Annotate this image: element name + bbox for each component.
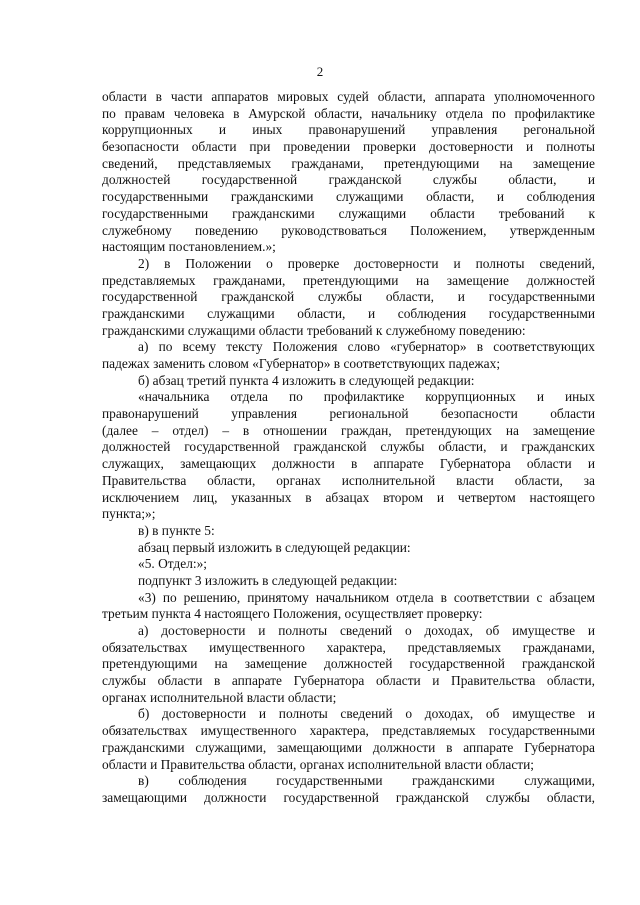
text-line: а) достоверности и полноты сведений о доходах, об имуществе и bbox=[138, 623, 595, 638]
text-line: государственными гражданскими служащими области, и соблюдения bbox=[102, 189, 595, 205]
text-line: в) соблюдения государственными гражданскими служащими, bbox=[138, 773, 595, 789]
text-line: третьим пункта 4 настоящего Положения, осуществляет проверку: bbox=[102, 606, 483, 622]
text-line: Правительства области, органах исполнительной власти области, за bbox=[102, 472, 595, 488]
document-body bbox=[102, 89, 595, 807]
text-line: области в части аппаратов мировых судей области, аппарата уполномоченного bbox=[102, 89, 595, 104]
text-line: гражданскими служащими области требований к служебному поведению: bbox=[102, 322, 526, 338]
text-line: б) абзац третий пункта 4 изложить в следующей редакции: bbox=[138, 372, 475, 388]
text-line: государственными гражданскими служащими области требований к bbox=[102, 205, 595, 221]
text-line: 2) в Положении о проверке достоверности и полноты сведений, bbox=[138, 255, 595, 271]
text-line: области и Правительства области, органах исполнительной власти области; bbox=[102, 756, 535, 772]
text-line: сведений, представляемых гражданами, претендующими на замещение bbox=[102, 155, 595, 171]
text-line: представляемых гражданами, претендующими на замещение должностей bbox=[102, 272, 595, 288]
text-line: исключением лиц, указанных в абзацах втором и четвертом настоящего bbox=[102, 489, 595, 505]
text-line: государственной гражданской службы области, и государственными bbox=[102, 289, 595, 305]
text-line: претендующими на замещение должностей государственной гражданской bbox=[102, 656, 595, 672]
text-line: б) достоверности и полноты сведений о доходах, об имуществе и bbox=[138, 706, 595, 722]
text-line: «начальника отдела по профилактике коррупционных и иных bbox=[138, 389, 595, 405]
text-line: должностей государственной гражданской службы области, и гражданских bbox=[102, 439, 595, 455]
page-number: 2 bbox=[316, 64, 324, 79]
text-line: (далее – отдел) – в отношении граждан, претендующих на замещение bbox=[102, 422, 595, 438]
text-line: безопасности области при проведении проверки достоверности и полноты bbox=[102, 139, 595, 155]
text-line: правонарушений управления региональной безопасности области bbox=[102, 406, 595, 422]
text-line: по правам человека в Амурской области, начальнику отдела по профилактике bbox=[102, 105, 595, 121]
text-line: падежах заменить словом «Губернатор» в соответствующих падежах; bbox=[102, 356, 501, 371]
text-line: подпункт 3 изложить в следующей редакции: bbox=[138, 572, 398, 588]
text-line: замещающими должности государственной гражданской службы области, bbox=[102, 789, 595, 805]
text-line: гражданскими служащими, замещающими должности в аппарате Губернатора bbox=[102, 739, 595, 755]
text-line: в) в пункте 5: bbox=[138, 522, 215, 538]
text-line: абзац первый изложить в следующей редакции: bbox=[138, 539, 411, 555]
text-line: коррупционных и иных правонарушений управления регональной bbox=[102, 122, 595, 138]
text-line: обязательствах имущественного характера, представляемых государственными bbox=[102, 723, 595, 739]
text-line: гражданскими служащими области, и соблюдения государственными bbox=[102, 305, 595, 321]
text-line: службы области в аппарате Губернатора области и Правительства области, bbox=[102, 673, 595, 689]
text-line: «3) по решению, принятому начальником отдела в соответствии с абзацем bbox=[138, 589, 595, 605]
text-line: органах исполнительной власти области; bbox=[102, 689, 337, 705]
text-line: служащих, замещающих должности в аппарате Губернатора области и bbox=[102, 456, 595, 472]
text-line: пункта;»; bbox=[102, 506, 156, 522]
text-line: обязательствах имущественного характера, представляемых гражданами, bbox=[102, 639, 595, 655]
text-line: а) по всему тексту Положения слово «губернатор» в соответствующих bbox=[138, 339, 595, 355]
text-line: настоящим постановлением.»; bbox=[102, 239, 276, 255]
text-line: служебному поведению руководствоваться Положением, утвержденным bbox=[102, 222, 595, 238]
text-line: «5. Отдел:»; bbox=[138, 556, 208, 572]
text-line: должностей государственной гражданской службы области, и bbox=[102, 172, 595, 188]
